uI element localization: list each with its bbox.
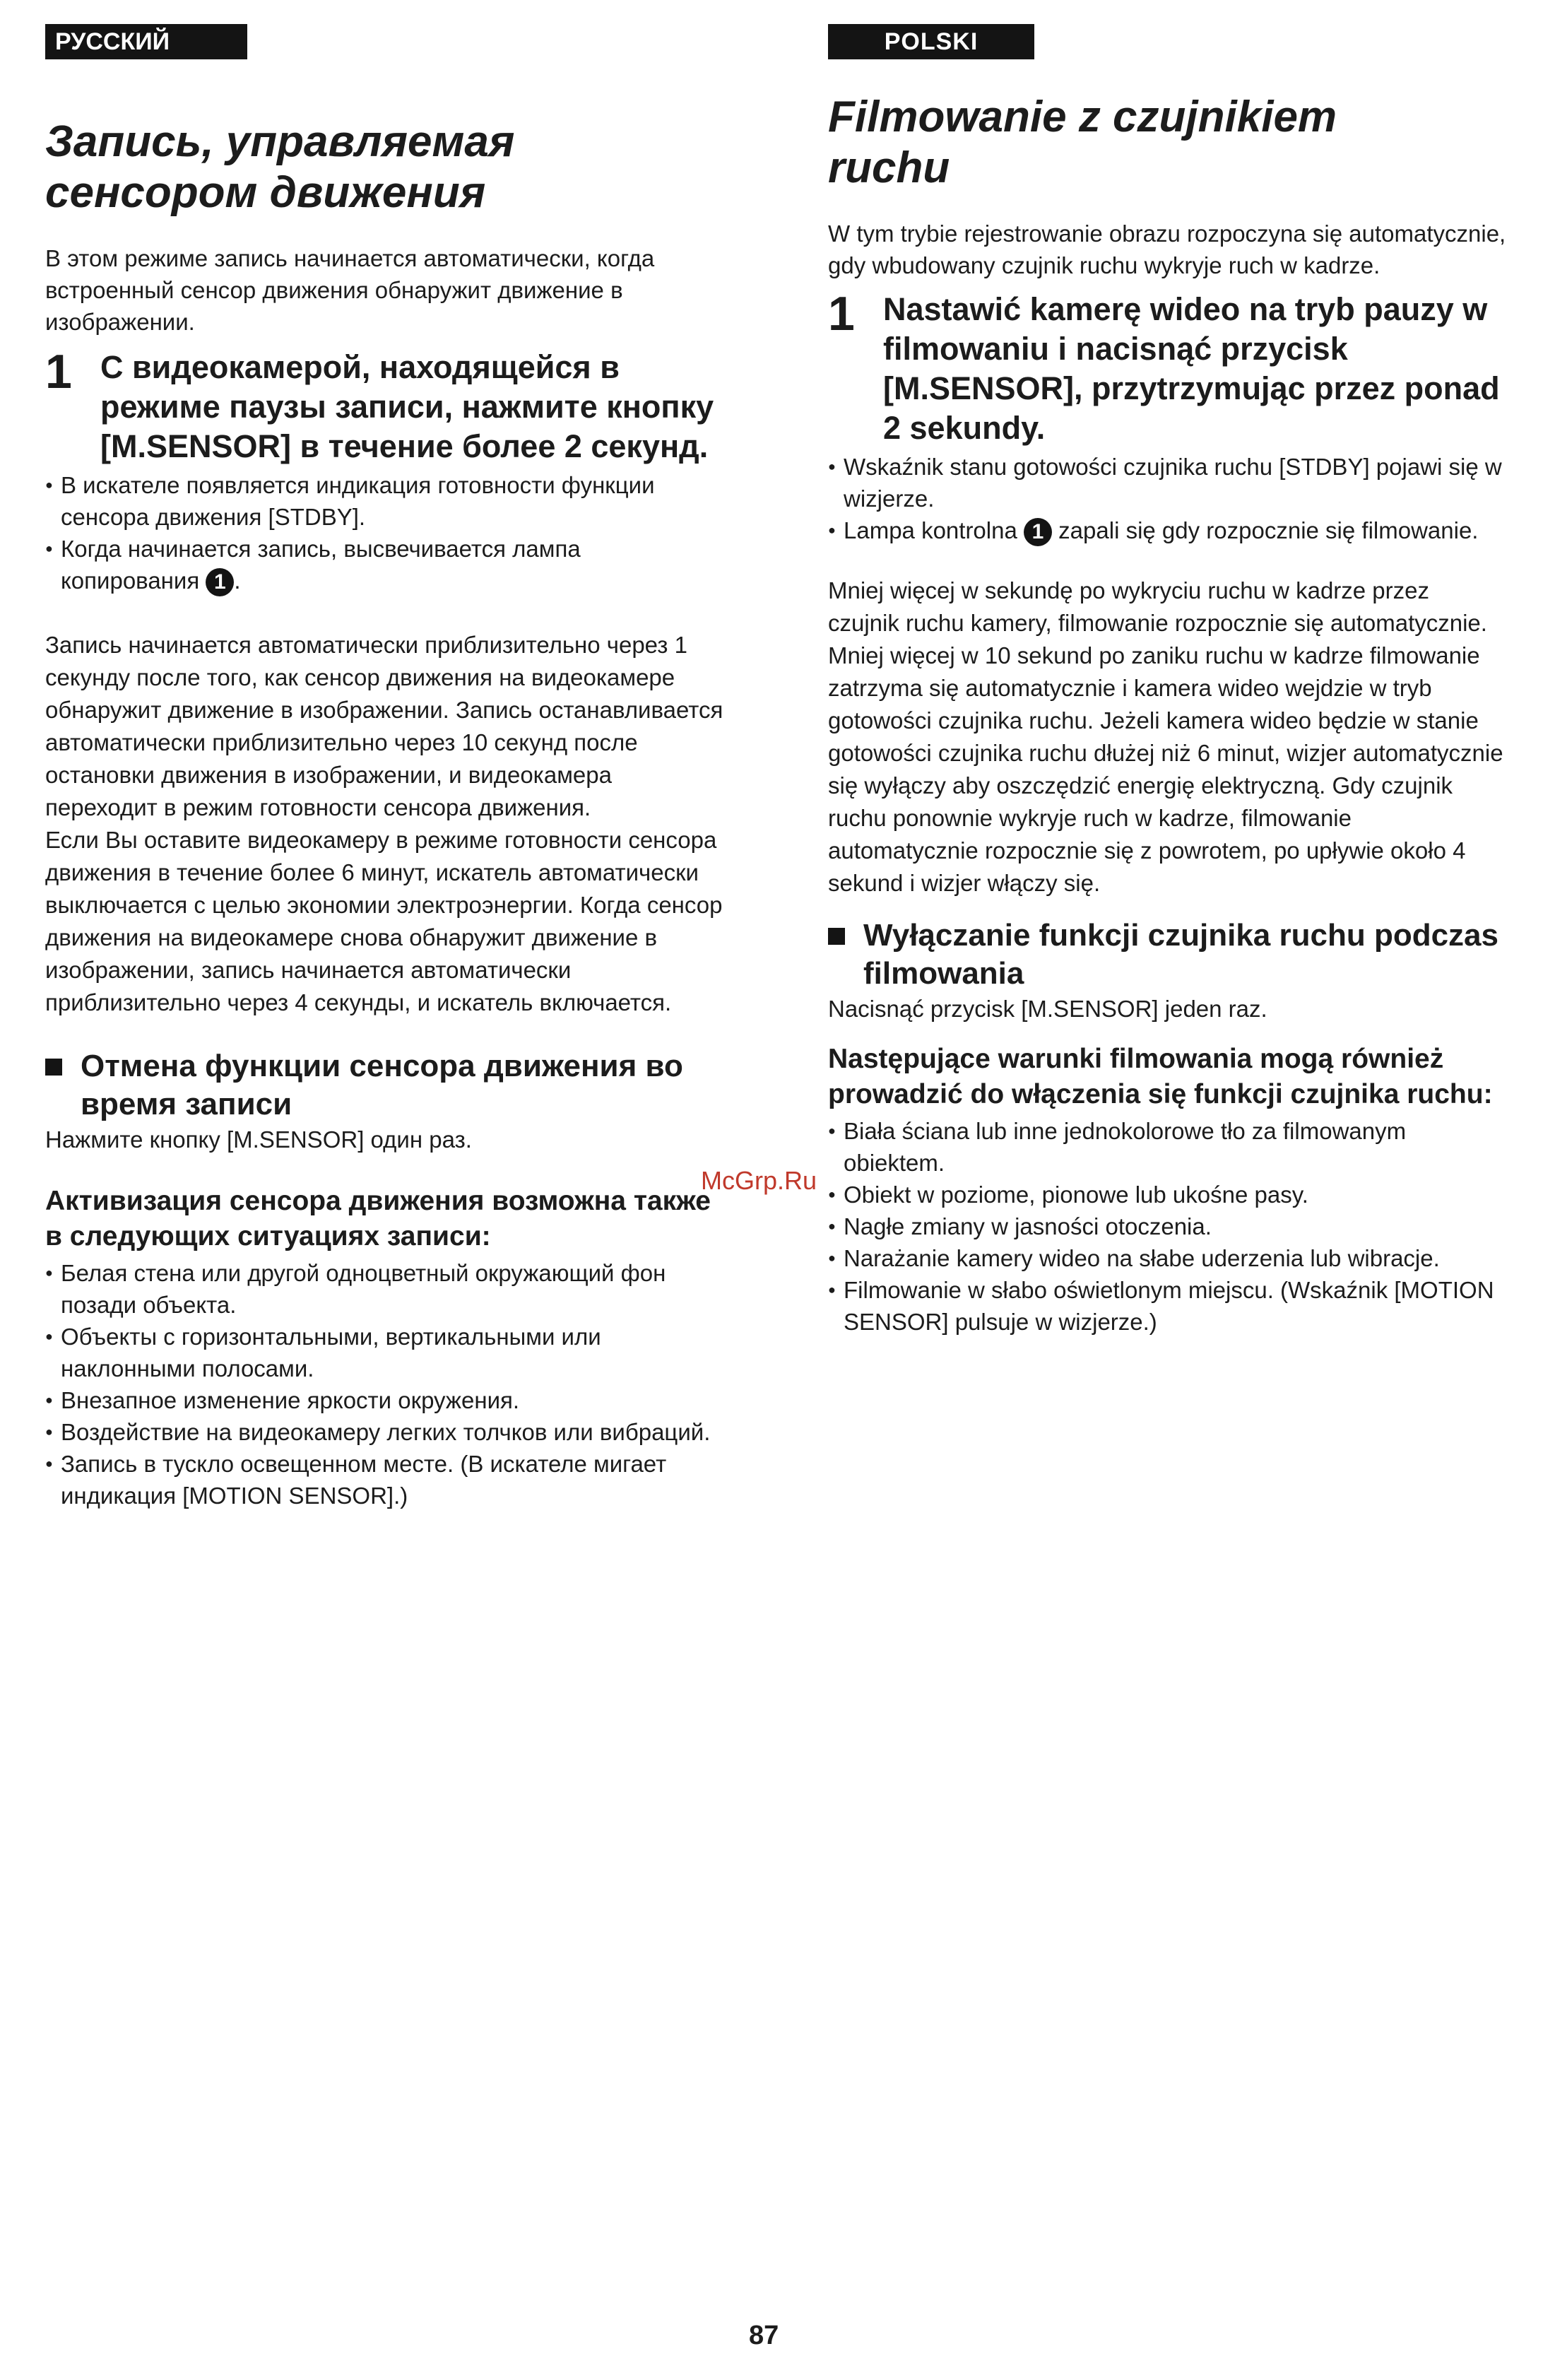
list-item: ● Filmowanie w słabo oświetlonym miejscu. (Wskaźnik [MOTION SENSOR] pulsuje w wizjerze.) <box>828 1274 1506 1338</box>
polish-step-text: Nastawić kamerę wideo na tryb pauzy w filmowaniu i nacisnąć przycisk [M.SENSOR], przytrzymując przez ponad 2 sekundy. <box>883 291 1500 446</box>
polish-step-bullet2-before: Lampa kontrolna <box>844 517 1017 543</box>
list-item: ● Nagłe zmiany w jasności otoczenia. <box>828 1210 1506 1242</box>
russian-column <box>45 24 723 1512</box>
russian-step-text: С видеокамерой, находящейся в режиме паузы записи, нажмите кнопку [M.SENSOR] в течение более 2 секунд. <box>100 349 714 464</box>
polish-language-tag: POLSKI <box>828 24 1034 59</box>
russian-paragraph-2: Если Вы оставите видеокамеру в режиме готовности сенсора движения в течение более 6 минут, искатель автоматически выключается с целью экономии электроэнергии. Когда сенсор движения на видеокамере снова обнаружит движение в изображении, запись начинается автоматически приблизительно через 4 секунды, и искатель включается. <box>45 827 723 1016</box>
russian-cancel-heading-text: Отмена функции сенсора движения во время записи <box>81 1049 683 1122</box>
polish-title-line1: Filmowanie z czujnikiem <box>828 93 1337 141</box>
list-item: ● Obiekt w poziome, pionowe lub ukośne pasy. <box>828 1179 1506 1210</box>
russian-title <box>45 117 723 218</box>
russian-paragraph-1: Запись начинается автоматически приблизительно через 1 секунду после того, как сенсор движения на видеокамере обнаружит движение в изображении. Запись останавливается автоматически приблизительно через 10 секунд после остановки движения в изображении, и видеокамера переходит в режим готовности сенсора движения. <box>45 632 723 821</box>
polish-conditions-list <box>828 1115 1506 1338</box>
list-item: ● Внезапное изменение яркости окружения. <box>45 1384 723 1416</box>
list-item: ● Biała ściana lub inne jednokolorowe tło za filmowanym obiektem. <box>828 1115 1506 1179</box>
polish-step-number: 1 <box>828 287 855 341</box>
lamp-number-badge: 1 <box>206 568 234 596</box>
russian-step-bullet: ● Когда начинается запись, высвечивается лампа копирования 1 . <box>45 533 723 596</box>
lamp-number-badge: 1 <box>1024 518 1052 546</box>
list-item: ● Белая стена или другой одноцветный окружающий фон позади объекта. <box>45 1257 723 1321</box>
russian-step-bullet: ● В искателе появляется индикация готовности функции сенсора движения [STDBY]. <box>45 469 723 533</box>
russian-title-line2: сенсором движения <box>45 168 486 217</box>
russian-step-1 <box>45 345 723 466</box>
polish-conditions-heading: Następujące warunki filmowania mogą również prowadzić do włączenia się funkcji czujnika ruchu: <box>828 1044 1493 1110</box>
russian-conditions-heading: Активизация сенсора движения возможна также в следующих ситуациях записи: <box>45 1186 711 1252</box>
list-item: ● Запись в тускло освещенном месте. (В искателе мигает индикация [MOTION SENSOR].) <box>45 1448 723 1512</box>
polish-cancel-heading <box>828 917 1506 993</box>
polish-step-bullet2-after: zapali się gdy rozpocznie się filmowanie. <box>1058 517 1479 543</box>
russian-intro: В этом режиме запись начинается автоматически, когда встроенный сенсор движения обнаружит движение в изображении. <box>45 245 655 335</box>
polish-step-bullet <box>828 514 1506 546</box>
page-number: 87 <box>749 2321 779 2350</box>
russian-step-number: 1 <box>45 345 72 399</box>
square-bullet-icon <box>828 928 845 945</box>
polish-intro: W tym trybie rejestrowanie obrazu rozpoczyna się automatycznie, gdy wbudowany czujnik ruchu wykryje ruch w kadrze. <box>828 220 1506 278</box>
russian-conditions-list <box>45 1257 723 1512</box>
polish-title <box>828 92 1506 194</box>
russian-step-bullet2-text: Когда начинается запись, высвечивается лампа копирования <box>61 536 581 594</box>
list-item: ● Воздействие на видеокамеру легких толчков или вибраций. <box>45 1416 723 1448</box>
watermark-link[interactable]: McGrp.Ru <box>701 1166 817 1195</box>
polish-cancel-heading-text: Wyłączanie funkcji czujnika ruchu podczas filmowania <box>863 918 1498 991</box>
russian-step-bullets <box>45 469 723 596</box>
polish-column <box>828 24 1506 1338</box>
polish-step-bullet: ● Wskaźnik stanu gotowości czujnika ruchu [STDBY] pojawi się w wizjerze. <box>828 451 1506 514</box>
polish-title-line2: ruchu <box>828 143 950 192</box>
square-bullet-icon <box>45 1059 62 1076</box>
russian-title-line1: Запись, управляемая <box>45 117 515 166</box>
list-item: ● Объекты с горизонтальными, вертикальными или наклонными полосами. <box>45 1321 723 1384</box>
russian-cancel-text: Нажмите кнопку [M.SENSOR] один раз. <box>45 1126 472 1153</box>
polish-cancel-text: Nacisnąć przycisk [M.SENSOR] jeden raz. <box>828 996 1267 1023</box>
polish-step-bullets <box>828 451 1506 546</box>
list-item: ● Narażanie kamery wideo na słabe uderzenia lub wibracje. <box>828 1242 1506 1274</box>
polish-step-1 <box>828 287 1506 448</box>
russian-cancel-heading <box>45 1047 723 1124</box>
polish-paragraph-1: Mniej więcej w sekundę po wykryciu ruchu w kadrze przez czujnik ruchu kamery, filmowanie rozpocznie się automatycznie. Mniej więcej w 10 sekund po zaniku ruchu w kadrze filmowanie zatrzyma się automatycznie i kamera wideo wejdzie w tryb gotowości czujnika ruchu. Jeżeli kamera wideo będzie w stanie gotowości czujnika ruchu dłużej niż 6 minut, wizjer automatycznie się wyłączy aby oszczędzić energię elektryczną. Gdy czujnik ruchu ponownie wykryje ruch w kadrze, filmowanie automatycznie rozpocznie się z powrotem, po upływie około 4 sekund i wizjer włączy się. <box>828 577 1503 897</box>
russian-language-tag: РУССКИЙ ЯЗЫК <box>45 24 247 59</box>
